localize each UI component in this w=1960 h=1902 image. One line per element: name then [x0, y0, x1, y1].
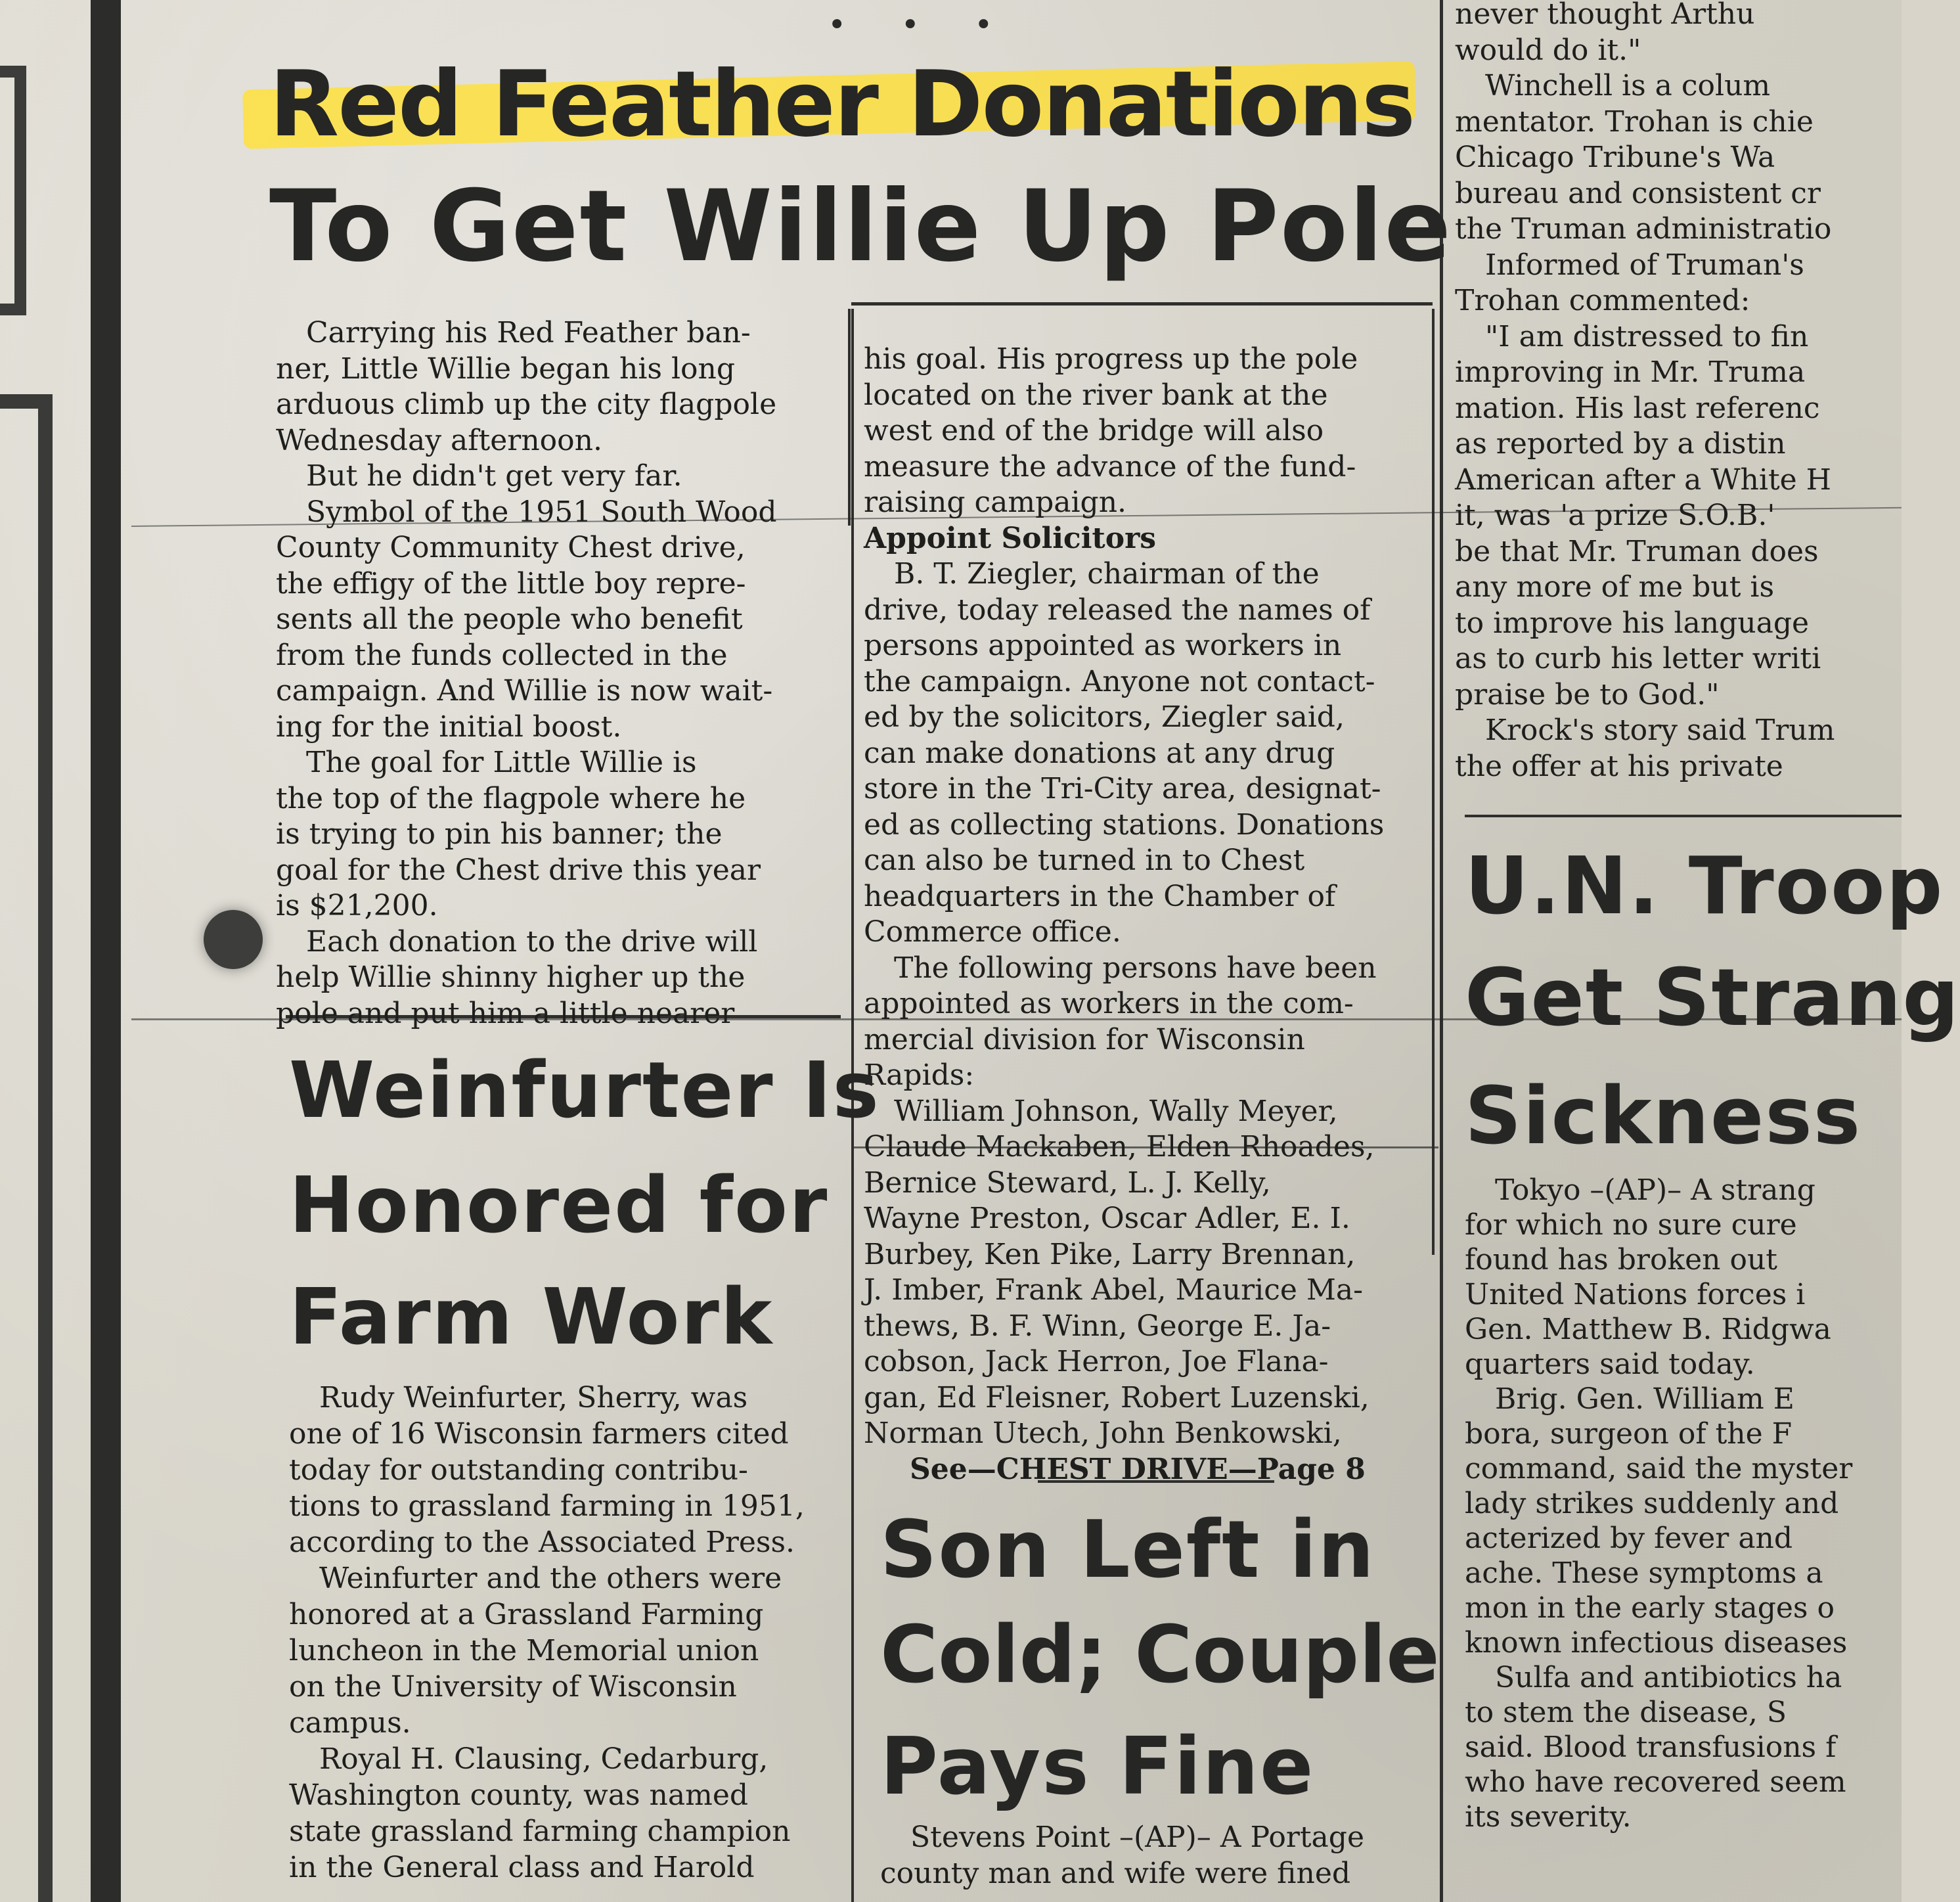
text-line: today for outstanding contribu-	[289, 1453, 748, 1487]
text-line: Carrying his Red Feather ban-	[306, 316, 751, 350]
text-line: to stem the disease, S	[1465, 1696, 1787, 1729]
top-dots: • • •	[828, 7, 1015, 43]
willie-story-col1	[276, 315, 841, 1031]
text-line: headquarters in the Chamber of	[864, 879, 1336, 913]
text-line: praise be to God."	[1455, 677, 1720, 712]
headline-son-line1: Son Left in	[880, 1505, 1375, 1596]
text-line: United Nations forces i	[1465, 1278, 1806, 1311]
text-line: be that Mr. Truman does	[1455, 534, 1819, 568]
text-line: Brig. Gen. William E	[1495, 1382, 1794, 1416]
text-line: the campaign. Anyone not contact-	[864, 664, 1375, 698]
headline-weinfurter-line3: Farm Work	[289, 1271, 774, 1362]
text-line: is $21,200.	[276, 889, 438, 922]
text-line: But he didn't get very far.	[306, 459, 682, 493]
text-line: improving in Mr. Truma	[1455, 355, 1806, 389]
text-line: honored at a Grassland Farming	[289, 1598, 764, 1631]
text-line: the offer at his private	[1455, 749, 1783, 783]
section-rule-un	[1465, 815, 1902, 817]
weinfurter-story-body	[289, 1380, 847, 1886]
text-line: Rapids:	[864, 1058, 975, 1092]
left-column-border-top	[0, 66, 26, 315]
text-line: in the General class and Harold	[289, 1851, 755, 1884]
text-line: persons appointed as workers in	[864, 629, 1342, 662]
son-story-body	[880, 1820, 1435, 1891]
willie-story-col2	[864, 342, 1435, 1487]
text-line: one of 16 Wisconsin farmers cited	[289, 1417, 789, 1451]
left-column-rule	[91, 0, 121, 1902]
headline-weinfurter-line1: Weinfurter Is	[289, 1045, 880, 1135]
text-line: sents all the people who benefit	[276, 602, 743, 636]
text-line: it, was 'a prize S.O.B.'	[1455, 499, 1775, 532]
text-line: county man and wife were fined	[880, 1856, 1351, 1890]
text-line: for which no sure cure	[1465, 1208, 1797, 1242]
text-line: campaign. And Willie is now wait-	[276, 674, 773, 708]
headline-un-line3: Sickness	[1465, 1071, 1862, 1162]
text-line: mation. His last referenc	[1455, 391, 1820, 425]
text-line: the top of the flagpole where he	[276, 781, 746, 815]
text-line: acterized by fever and	[1465, 1522, 1793, 1555]
text-line: gan, Ed Fleisner, Robert Luzenski,	[864, 1380, 1370, 1415]
text-line: his goal. His progress up the pole	[864, 342, 1358, 376]
text-line: located on the river bank at the	[864, 378, 1328, 412]
text-line: measure the advance of the fund-	[864, 449, 1356, 484]
box-rule-left	[848, 309, 851, 526]
text-line: Wednesday afternoon.	[276, 423, 602, 457]
text-line: help Willie shinny higher up the	[276, 961, 746, 994]
text-line: the effigy of the little boy repre-	[276, 566, 746, 600]
text-line: Trohan commented:	[1455, 284, 1750, 317]
text-line: "I am distressed to fin	[1485, 319, 1809, 353]
text-line: mon in the early stages o	[1465, 1591, 1835, 1625]
text-line: as to curb his letter writi	[1455, 642, 1821, 675]
text-line: state grassland farming champion	[289, 1815, 791, 1848]
headline-son-line2: Cold; Couple	[880, 1610, 1440, 1701]
text-line: goal for the Chest drive this year	[276, 853, 761, 887]
text-line: arduous climb up the city flagpole	[276, 388, 777, 421]
headline-un-line2: Get Strang	[1465, 953, 1960, 1044]
headline-main-line1: Red Feather Donations	[269, 51, 1415, 157]
text-line: B. T. Ziegler, chairman of the	[894, 557, 1320, 591]
text-line: its severity.	[1465, 1800, 1632, 1834]
text-line: mercial division for Wisconsin	[864, 1022, 1305, 1056]
text-line: William Johnson, Wally Meyer,	[894, 1094, 1338, 1128]
un-story-body	[1465, 1173, 1902, 1834]
text-line: Wayne Preston, Oscar Adler, E. I.	[864, 1202, 1350, 1235]
text-line: west end of the bridge will also	[864, 414, 1324, 447]
text-line: County Community Chest drive,	[276, 531, 746, 564]
text-line: store in the Tri-City area, designat-	[864, 772, 1381, 805]
text-line: Washington county, was named	[289, 1778, 749, 1812]
text-line: from the funds collected in the	[276, 638, 728, 672]
text-line: found has broken out	[1465, 1243, 1777, 1277]
text-line: Informed of Truman's	[1485, 248, 1804, 282]
text-line: would do it."	[1455, 33, 1641, 67]
text-line: drive, today released the names of	[864, 593, 1371, 627]
headline-un-line1: U.N. Troop	[1465, 841, 1944, 932]
text-line: can also be turned in to Chest	[864, 844, 1305, 877]
left-column-border	[0, 394, 53, 1902]
text-line: ing for the initial boost.	[276, 710, 622, 744]
headline-son-line3: Pays Fine	[880, 1721, 1315, 1813]
text-line: Rudy Weinfurter, Sherry, was	[319, 1381, 748, 1415]
text-line: Sulfa and antibiotics ha	[1495, 1661, 1842, 1694]
text-line: Each donation to the drive will	[306, 924, 758, 959]
text-line: to improve his language	[1455, 606, 1810, 640]
text-line: ache. These symptoms a	[1465, 1556, 1823, 1590]
text-line: according to the Associated Press.	[289, 1526, 795, 1559]
text-line: Royal H. Clausing, Cedarburg,	[319, 1742, 768, 1776]
text-line: command, said the myster	[1465, 1452, 1853, 1485]
headline-weinfurter-line2: Honored for	[289, 1160, 829, 1250]
text-line: Tokyo –(AP)– A strang	[1495, 1173, 1815, 1207]
text-line: is trying to pin his banner; the	[276, 817, 723, 851]
text-line: Chicago Tribune's Wa	[1455, 141, 1775, 174]
text-line: said. Blood transfusions f	[1465, 1731, 1837, 1764]
text-line: Burbey, Ken Pike, Larry Brennan,	[864, 1237, 1356, 1271]
text-line: pole and put him a little nearer	[276, 996, 735, 1030]
subhead-appoint-solicitors: Appoint Solicitors	[864, 521, 1157, 555]
text-line: quarters said today.	[1465, 1347, 1755, 1381]
box-rule-top	[851, 302, 1433, 306]
text-line: raising campaign.	[864, 486, 1127, 519]
text-line: mentator. Trohan is chie	[1455, 104, 1814, 139]
text-line: never thought Arthu	[1455, 0, 1755, 31]
text-line: The goal for Little Willie is	[306, 746, 697, 779]
text-line: as reported by a distin	[1455, 427, 1786, 461]
text-line: campus.	[289, 1706, 411, 1740]
text-line: can make donations at any drug	[864, 736, 1335, 770]
text-line: bureau and consistent cr	[1455, 176, 1821, 210]
text-line: ed as collecting stations. Donations	[864, 807, 1385, 842]
text-line: ner, Little Willie began his long	[276, 351, 736, 386]
text-line: Winchell is a colum	[1485, 69, 1771, 102]
text-line: Symbol of the 1951 South Wood	[306, 495, 777, 529]
binder-hole	[204, 910, 263, 969]
text-line: Krock's story said Trum	[1485, 713, 1835, 747]
text-line: Bernice Steward, L. J. Kelly,	[864, 1166, 1271, 1200]
text-line: Stevens Point –(AP)– A Portage	[910, 1821, 1364, 1854]
text-line: ed by the solicitors, Ziegler said,	[864, 700, 1345, 734]
text-line: any more of me but is	[1455, 570, 1775, 604]
text-line: appointed as workers in the com-	[864, 987, 1354, 1020]
text-line: the Truman administratio	[1455, 212, 1832, 246]
text-line: lady strikes suddenly and	[1465, 1487, 1839, 1520]
text-line: J. Imber, Frank Abel, Maurice Ma-	[864, 1273, 1364, 1307]
text-line: Norman Utech, John Benkowski,	[864, 1416, 1342, 1450]
text-line: Gen. Matthew B. Ridgwa	[1465, 1313, 1831, 1346]
column-rule-right	[1440, 0, 1443, 1902]
text-line: who have recovered seem	[1465, 1765, 1846, 1799]
text-line: luncheon in the Memorial union	[289, 1634, 759, 1667]
text-line: tions to grassland farming in 1951,	[289, 1489, 805, 1523]
headline-main-line2: To Get Willie Up Pole	[269, 170, 1453, 284]
text-line: Weinfurter and the others were	[319, 1562, 782, 1595]
continued-jump-line: See—CHEST DRIVE—Page 8	[910, 1452, 1366, 1486]
text-line: The following persons have been	[894, 951, 1377, 985]
left-margin-strip	[0, 0, 131, 1902]
text-line: known infectious diseases	[1465, 1626, 1848, 1660]
text-line: thews, B. F. Winn, George E. Ja-	[864, 1309, 1331, 1343]
text-line: American after a White H	[1455, 463, 1832, 497]
text-line: cobson, Jack Herron, Joe Flana-	[864, 1345, 1329, 1378]
right-story-col-top	[1455, 0, 1902, 784]
text-line: on the University of Wisconsin	[289, 1670, 737, 1704]
text-line: Claude Mackaben, Elden Rhoades,	[864, 1130, 1375, 1164]
text-line: bora, surgeon of the F	[1465, 1417, 1793, 1451]
text-line: Commerce office.	[864, 915, 1121, 949]
